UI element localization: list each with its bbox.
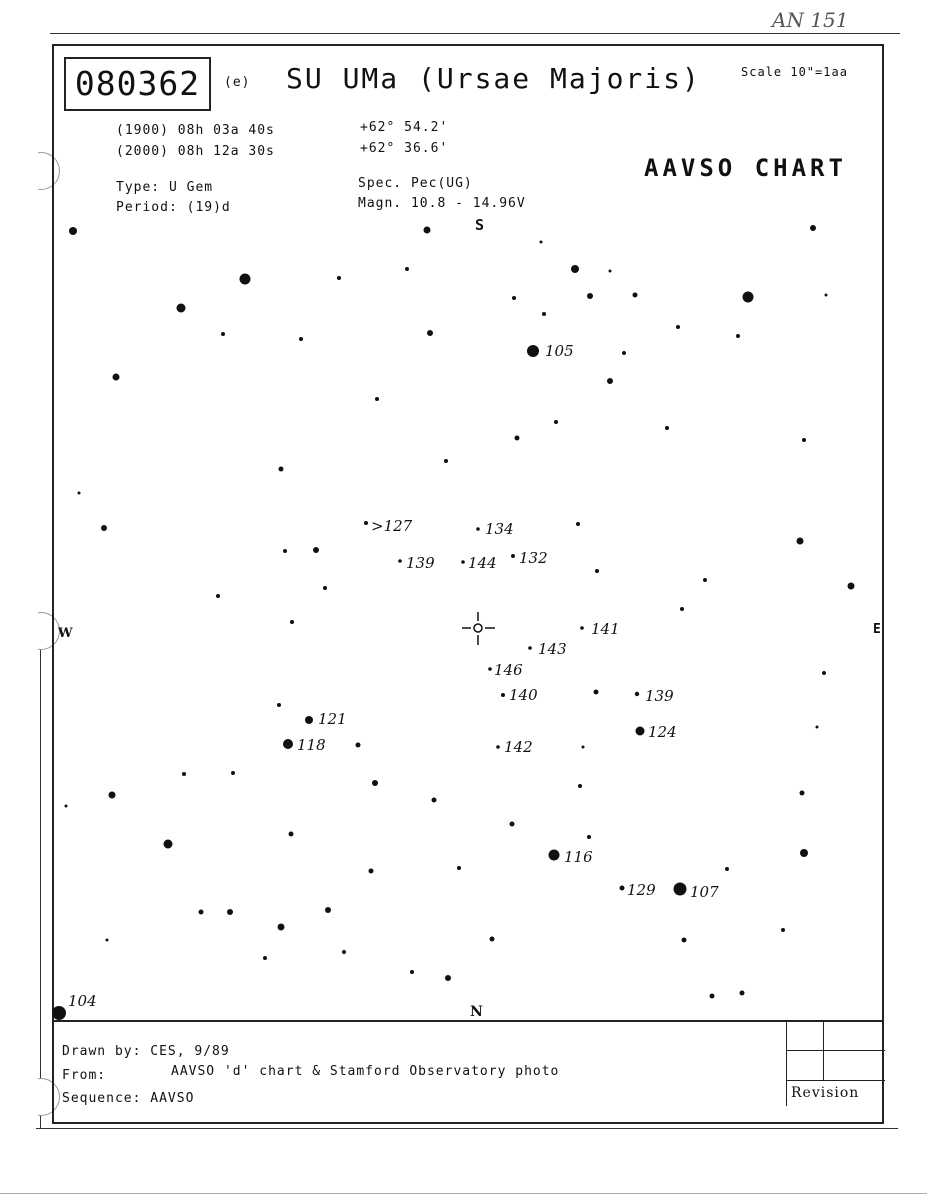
dec-2000: +62° 36.6' xyxy=(360,141,449,156)
star-title: SU UMa (Ursae Majoris) xyxy=(286,62,701,95)
field-star xyxy=(369,869,374,874)
aavso-chart-label: AAVSO CHART xyxy=(644,154,847,182)
field-star xyxy=(725,867,729,871)
comp-star-134 xyxy=(476,527,480,531)
field-star xyxy=(797,538,804,545)
field-star xyxy=(109,792,116,799)
field-star xyxy=(101,525,107,531)
comp-star-105 xyxy=(527,345,539,357)
field-star xyxy=(182,772,186,776)
field-star xyxy=(512,296,516,300)
field-star xyxy=(595,569,599,573)
field-star xyxy=(221,332,225,336)
field-star xyxy=(199,910,204,915)
field-star xyxy=(710,994,715,999)
label-104: 104 xyxy=(68,992,97,1010)
field-star xyxy=(822,671,826,675)
label-139a: 139 xyxy=(406,554,435,572)
spectral-class: Spec. Pec(UG) xyxy=(358,176,473,191)
variable-period: Period: (19)d xyxy=(116,200,231,215)
field-star xyxy=(279,467,284,472)
field-star xyxy=(65,805,68,808)
direction-west: W xyxy=(58,626,73,641)
epoch-1900: (1900) 08h 03a 40s xyxy=(116,123,275,138)
label-124: 124 xyxy=(648,723,677,741)
field-star xyxy=(810,225,816,231)
field-star xyxy=(444,459,448,463)
direction-south: S xyxy=(475,216,485,234)
field-star xyxy=(571,265,579,273)
field-star xyxy=(676,325,680,329)
field-star xyxy=(587,293,593,299)
field-star xyxy=(177,304,186,313)
field-star xyxy=(457,866,461,870)
field-star xyxy=(240,274,251,285)
comp-star-116 xyxy=(549,850,560,861)
field-star xyxy=(816,726,819,729)
field-star xyxy=(594,690,599,695)
field-star xyxy=(278,924,285,931)
field-star xyxy=(633,293,638,298)
field-star xyxy=(424,227,431,234)
chart-id: 080362 xyxy=(64,57,211,111)
epoch-2000: (2000) 08h 12a 30s xyxy=(116,144,275,159)
label-127: >127 xyxy=(371,517,413,535)
field-star xyxy=(290,620,294,624)
field-star xyxy=(781,928,785,932)
comparison-stars xyxy=(52,345,687,1020)
field-star xyxy=(337,276,341,280)
field-star xyxy=(542,312,546,316)
field-star xyxy=(283,549,287,553)
field-star xyxy=(848,583,855,590)
comp-star-121 xyxy=(305,716,313,724)
chart-id-suffix: (e) xyxy=(224,75,251,90)
field-star xyxy=(800,849,808,857)
sequence: Sequence: AAVSO xyxy=(62,1091,195,1106)
field-star xyxy=(622,351,626,355)
field-star xyxy=(607,378,613,384)
comparison-labels xyxy=(68,342,719,1010)
comp-star-142 xyxy=(496,745,500,749)
field-star xyxy=(582,746,585,749)
field-star xyxy=(356,743,361,748)
scale-label: Scale 10"=1aa xyxy=(741,65,848,79)
direction-north: N xyxy=(470,1004,483,1020)
field-star xyxy=(703,578,707,582)
comp-star-132 xyxy=(511,554,515,558)
field-star xyxy=(375,397,379,401)
revision-grid-line xyxy=(787,1050,885,1051)
comp-star-124 xyxy=(636,727,645,736)
revision-label: Revision xyxy=(791,1085,860,1101)
field-stars xyxy=(65,225,855,999)
comp-star-143 xyxy=(528,646,532,650)
magnitude-range: Magn. 10.8 - 14.96V xyxy=(358,196,526,211)
comp-star-129 xyxy=(620,886,625,891)
field-star xyxy=(665,426,669,430)
field-star xyxy=(736,334,740,338)
revision-box xyxy=(786,1022,884,1106)
field-star xyxy=(263,956,267,960)
field-star xyxy=(410,970,414,974)
comp-star-139b xyxy=(635,692,639,696)
field-star xyxy=(323,586,327,590)
label-105: 105 xyxy=(545,342,574,360)
variable-type: Type: U Gem xyxy=(116,180,214,195)
field-star xyxy=(216,594,220,598)
field-star xyxy=(289,832,294,837)
comp-star-139a xyxy=(398,559,402,563)
field-star xyxy=(682,938,687,943)
field-star xyxy=(69,227,77,235)
label-146: 146 xyxy=(494,661,523,679)
from-label: From: xyxy=(62,1068,107,1083)
field-star xyxy=(325,907,331,913)
variable-star-marker xyxy=(462,612,495,645)
field-star xyxy=(106,939,109,942)
field-star xyxy=(405,267,409,271)
field-star xyxy=(313,547,319,553)
field-star xyxy=(427,330,433,336)
field-star xyxy=(825,294,828,297)
comp-star-144 xyxy=(461,560,465,564)
revision-grid-line xyxy=(823,1022,824,1080)
field-star xyxy=(554,420,558,424)
comp-star-146 xyxy=(488,667,492,671)
field-star xyxy=(576,522,580,526)
comp-star-107 xyxy=(674,883,687,896)
label-121: 121 xyxy=(318,710,347,728)
label-140: 140 xyxy=(509,686,538,704)
revision-grid-line xyxy=(787,1080,885,1081)
label-107: 107 xyxy=(690,883,719,901)
label-141: 141 xyxy=(591,620,620,638)
field-star xyxy=(680,607,684,611)
field-star xyxy=(587,835,591,839)
field-star xyxy=(299,337,303,341)
field-star xyxy=(540,241,543,244)
direction-east: E xyxy=(873,622,881,637)
comp-star-104 xyxy=(52,1006,66,1020)
label-134: 134 xyxy=(485,520,514,538)
field-star xyxy=(342,950,346,954)
label-139b: 139 xyxy=(645,687,674,705)
comp-star-118 xyxy=(283,739,293,749)
field-star xyxy=(432,798,437,803)
field-star xyxy=(113,374,120,381)
field-star xyxy=(743,292,754,303)
field-star xyxy=(231,771,235,775)
field-star xyxy=(578,784,582,788)
label-116: 116 xyxy=(564,848,593,866)
field-star xyxy=(510,822,515,827)
field-star xyxy=(445,975,451,981)
field-star xyxy=(372,780,378,786)
from-value: AAVSO 'd' chart & Stamford Observatory photo xyxy=(171,1064,560,1079)
label-144: 144 xyxy=(468,554,497,572)
field-star xyxy=(78,492,81,495)
label-143: 143 xyxy=(538,640,567,658)
footer-rule xyxy=(52,1020,884,1022)
field-star xyxy=(164,840,173,849)
comp-star-127 xyxy=(364,521,368,525)
dec-1900: +62° 54.2' xyxy=(360,120,449,135)
comp-star-141 xyxy=(580,626,584,630)
field-star xyxy=(609,270,612,273)
field-star xyxy=(227,909,233,915)
label-129: 129 xyxy=(627,881,656,899)
field-star xyxy=(800,791,805,796)
field-star xyxy=(740,991,745,996)
field-star xyxy=(490,937,495,942)
field-star xyxy=(277,703,281,707)
comp-star-140 xyxy=(501,693,505,697)
label-142: 142 xyxy=(504,738,533,756)
label-132: 132 xyxy=(519,549,548,567)
drawn-by: Drawn by: CES, 9/89 xyxy=(62,1044,230,1059)
field-star xyxy=(802,438,806,442)
field-star xyxy=(515,436,520,441)
label-118: 118 xyxy=(297,736,326,754)
corner-note: AN 151 xyxy=(772,8,849,32)
